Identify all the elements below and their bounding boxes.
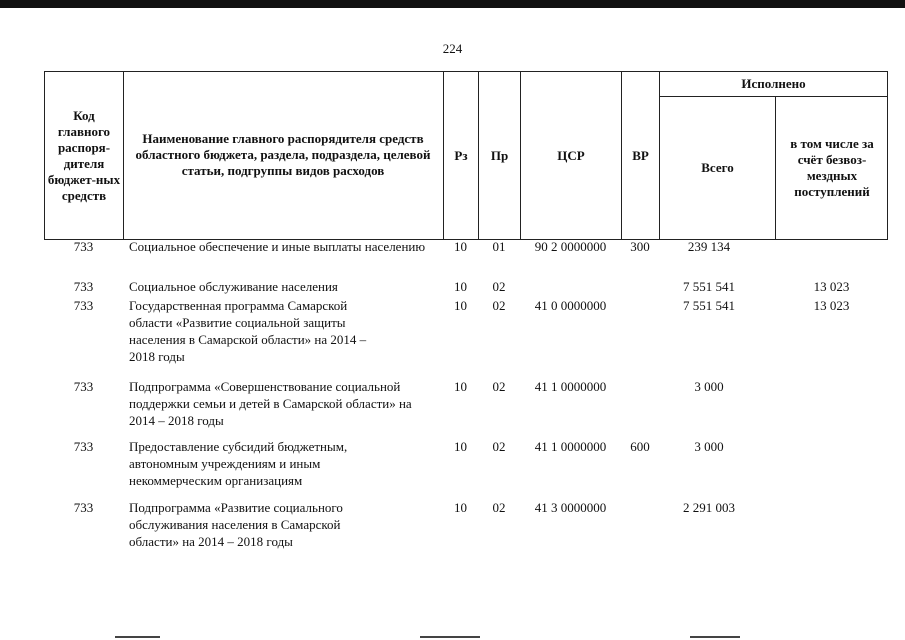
row-csr: 41 0 0000000 [534, 298, 607, 313]
header-executed: Исполнено [741, 76, 806, 91]
header-vr: ВР [632, 147, 649, 163]
row-name: Подпрограмма «Совершенствование социальной поддержки семьи и детей в Самарской области» на 2014 – 2018 годы [129, 379, 412, 428]
row-rz: 10 [454, 279, 467, 294]
bottom-mark [420, 636, 480, 638]
row-csr: 90 2 0000000 [534, 239, 607, 254]
row-name: Социальное обслуживание населения [129, 279, 338, 294]
row-total: 7 551 541 [683, 279, 735, 294]
row-pr: 02 [492, 379, 506, 394]
row-free: 13 023 [813, 298, 850, 313]
header-code: Код главного распоря-дителя бюджет-ных средств [47, 108, 121, 203]
row-pr: 01 [492, 239, 506, 254]
header-free: в том числе за счёт безвоз-мездных поступлений [790, 136, 874, 199]
row-name: Государственная программа Самарской области «Развитие социальной защиты населения в Самарской области» на 2014 – 2018 годы [129, 298, 367, 364]
row-code: 733 [73, 500, 94, 515]
row-total: 7 551 541 [683, 298, 735, 313]
row-pr: 02 [492, 439, 506, 454]
row-total: 3 000 [694, 379, 724, 394]
row-csr: 41 1 0000000 [534, 439, 607, 454]
row-name: Подпрограмма «Развитие социального обслуживания населения в Самарской области» на 2014 – 2018 годы [129, 500, 343, 549]
row-pr: 02 [492, 298, 506, 313]
row-vr: 300 [630, 239, 650, 254]
row-total: 239 134 [687, 239, 731, 254]
row-free: 13 023 [813, 279, 850, 294]
header-total: Всего [701, 160, 734, 175]
row-csr: 41 3 0000000 [534, 500, 607, 515]
bottom-mark [115, 636, 160, 638]
header-pr: Пр [490, 147, 509, 163]
row-pr: 02 [492, 500, 506, 515]
row-rz: 10 [454, 298, 467, 313]
row-code: 733 [73, 239, 94, 254]
row-code: 733 [73, 439, 94, 454]
column-divider [775, 96, 776, 240]
row-name: Предоставление субсидий бюджетным, автономным учреждениям и иным некоммерческим организациям [129, 439, 348, 488]
row-total: 3 000 [694, 439, 724, 454]
header-csr: ЦСР [557, 147, 585, 163]
row-csr: 41 1 0000000 [534, 379, 607, 394]
row-name: Социальное обеспечение и иные выплаты населению [129, 239, 426, 254]
row-rz: 10 [454, 500, 467, 515]
row-rz: 10 [454, 439, 467, 454]
bottom-mark [690, 636, 740, 638]
row-pr: 02 [492, 279, 506, 294]
row-code: 733 [73, 379, 94, 394]
row-rz: 10 [454, 239, 467, 254]
row-vr: 600 [630, 439, 650, 454]
row-code: 733 [73, 298, 94, 313]
row-rz: 10 [454, 379, 467, 394]
row-code: 733 [73, 279, 94, 294]
top-border [0, 0, 905, 8]
header-rz: Рз [454, 147, 468, 163]
row-total: 2 291 003 [683, 500, 735, 515]
page-number: 224 [442, 41, 463, 56]
column-divider [123, 71, 124, 240]
header-name: Наименование главного распорядителя средств областного бюджета, раздела, подраздела, целевой статьи, подгруппы видов расходов [135, 131, 431, 178]
